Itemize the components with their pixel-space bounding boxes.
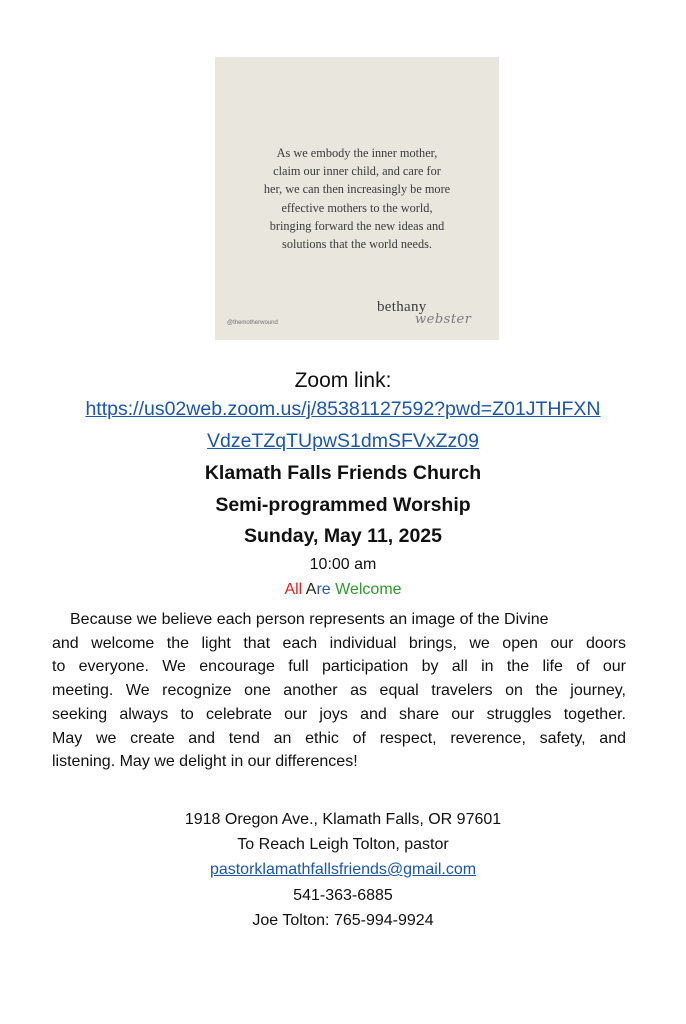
welcome-part: Welcome [335,581,402,598]
statement-line: Because we believe each person represents an image of the Divine [70,611,549,628]
quote-text [235,144,479,253]
author-signature [377,293,487,333]
quote-line: her, we can then increasingly be more [263,182,451,197]
quote-line: claim our inner child, and care for [273,164,441,179]
quote-image [215,57,499,340]
welcome-part: A [305,581,317,598]
welcome-banner [0,581,686,599]
quote-line: solutions that the world needs. [282,237,432,252]
statement-line: listening. May we delight in our differences! [52,753,358,771]
worship-type: Semi-programmed Worship [215,494,471,516]
statement-line: to everyone. We encourage full participation by all in the life of our [52,658,626,676]
quote-line: bringing forward the new ideas and [269,218,445,233]
event-date: Sunday, May 11, 2025 [244,525,442,547]
church-address: 1918 Oregon Ave., Klamath Falls, OR 97601 [184,811,502,828]
quote-line: effective mothers to the world, [281,200,433,215]
church-name: Klamath Falls Friends Church [204,462,482,484]
joe-contact: Joe Tolton: 765-994-9924 [252,912,434,929]
signature-last: webster [415,312,472,327]
statement-line: May we create and tend an ethic of respect, reverence, safety, and [52,729,626,747]
welcome-statement [52,608,626,774]
quote-line: As we embody the inner mother, [276,146,438,160]
quote-handle: @themotherwound [227,320,278,326]
statement-line: seeking always to celebrate our joys and share our struggles together. [52,705,626,723]
statement-line: and welcome the light that each individual brings, we open our doors [52,634,626,652]
pastor-phone: 541-363-6885 [293,887,393,904]
event-time: 10:00 am [309,556,377,573]
welcome-part: re [316,581,331,598]
zoom-link-line-2[interactable]: VdzeTZqTUpwS1dmSFVxZz09 [206,430,479,452]
signature-first: bethany [377,299,427,315]
pastor-email-link[interactable]: pastorklamathfallsfriends@gmail.com [209,861,477,878]
pastor-contact-label: To Reach Leigh Tolton, pastor [237,836,449,853]
statement-line: meeting. We recognize one another as equal travelers on the journey, [52,682,626,700]
zoom-label: Zoom link: [294,369,392,392]
zoom-link-line-1[interactable]: https://us02web.zoom.us/j/85381127592?pwd=Z01JTHFXN [85,398,601,420]
welcome-part: All [284,581,303,598]
